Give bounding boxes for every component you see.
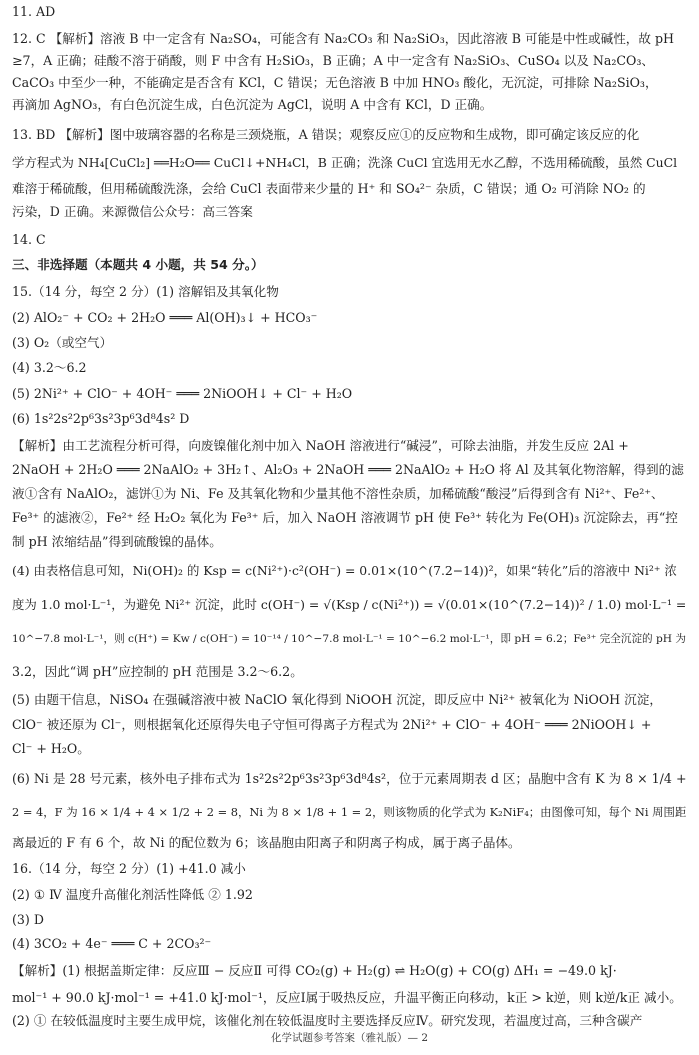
text-line: 【解析】由工艺流程分析可得，向废镍催化剂中加入 NaOH 溶液进行“碱浸”，可除去油脂，并发生反应 2Al + [12, 438, 629, 453]
text-line: Cl⁻ + H₂O。 [12, 741, 90, 756]
text-line: 学方程式为 NH₄[CuCl₂] ══H₂O══ CuCl↓+NH₄Cl，B 正确；洗涤 CuCl 宜选用无水乙醇，不选用稀硫酸，虽然 CuCl [12, 155, 678, 170]
page-footer: 化学试题参考答案（雅礼版）— 2 [270, 1032, 429, 1044]
section-heading: 三、非选择题（本题共 4 小题，共 54 分。） [12, 257, 264, 272]
text-line: 离最近的 F 有 6 个，故 Ni 的配位数为 6；该晶胞由阳离子和阴离子构成，属于离子晶体。 [12, 835, 521, 850]
text-line: mol⁻¹ + 90.0 kJ·mol⁻¹ = +41.0 kJ·mol⁻¹，反应Ⅰ属于吸热反应，升温平衡正向移动，k正 > k逆，则 k逆/k正 减小。 [12, 990, 682, 1005]
text-line: 2 = 4，F 为 16 × 1/4 + 4 × 1/2 + 2 = 8，Ni 为 8 × 1/8 + 1 = 2，则该物质的化学式为 K₂NiF₄；由图像可知，每个 Ni 周围距 [12, 805, 687, 819]
text-line: 13. BD 【解析】图中玻璃容器的名称是三颈烧瓶，A 错误；观察反应①的反应物和生成物，即可确定该反应的化 [12, 127, 640, 142]
text-line: (6) 1s²2s²2p⁶3s²3p⁶3d⁸4s² D [12, 411, 190, 426]
text-line: (2) ① 在较低温度时主要生成甲烷，该催化剂在较低温度时主要选择反应Ⅳ。研究发现，若温度过高，三种含碳产 [12, 1013, 643, 1028]
text-line: 16.（14 分，每空 2 分）(1) +41.0 减小 [12, 861, 246, 876]
text-line: 11. AD [12, 4, 56, 19]
text-line: 2NaOH + 2H₂O ═══ 2NaAlO₂ + 3H₂↑、Al₂O₃ + 2NaOH ═══ 2NaAlO₂ + H₂O 将 Al 及其氧化物溶解，得到的滤 [12, 462, 684, 477]
text-line: 制 pH 浓缩结晶”得到硫酸镍的晶体。 [12, 534, 222, 549]
text-line: 再滴加 AgNO₃，有白色沉淀生成，白色沉淀为 AgCl，说明 A 中含有 KCl，D 正确。 [12, 97, 493, 112]
text-line: 14. C [12, 232, 46, 247]
text-line: Fe³⁺ 的滤液②，Fe²⁺ 经 H₂O₂ 氧化为 Fe³⁺ 后，加入 NaOH 溶液调节 pH 使 Fe³⁺ 转化为 Fe(OH)₃ 沉淀除去，再“控 [12, 510, 678, 525]
text-line: (4) 由表格信息可知，Ni(OH)₂ 的 Ksp = c(Ni²⁺)·c²(OH⁻) = 0.01×(10^(7.2−14))²，如果“转化”后的溶液中 Ni²⁺ 浓 [12, 563, 677, 578]
text-line: (6) Ni 是 28 号元素，核外电子排布式为 1s²2s²2p⁶3s²3p⁶3d⁸4s²，位于元素周期表 d 区；晶胞中含有 K 为 8 × 1/4 + [12, 771, 687, 786]
text-line: (5) 2Ni²⁺ + ClO⁻ + 4OH⁻ ═══ 2NiOOH↓ + Cl⁻ + H₂O [12, 386, 353, 401]
text-line: 度为 1.0 mol·L⁻¹，为避免 Ni²⁺ 沉淀，此时 c(OH⁻) = √(Ksp / c(Ni²⁺)) = √(0.01×(10^(7.2−14))² / 1.0) mol·L⁻¹ = [12, 597, 687, 612]
text-line: 15.（14 分，每空 2 分）(1) 溶解铝及其氧化物 [12, 284, 279, 299]
text-line: (2) AlO₂⁻ + CO₂ + 2H₂O ═══ Al(OH)₃↓ + HCO₃⁻ [12, 310, 318, 325]
text-line: (3) D [12, 912, 44, 927]
text-line: (4) 3CO₂ + 4e⁻ ═══ C + 2CO₃²⁻ [12, 936, 212, 951]
text-line: (2) ① Ⅳ 温度升高催化剂活性降低 ② 1.92 [12, 887, 253, 902]
text-line: 污染，D 正确。来源微信公众号：高三答案 [12, 204, 253, 219]
text-line: (4) 3.2～6.2 [12, 360, 87, 375]
text-line: 3.2，因此“调 pH”应控制的 pH 范围是 3.2～6.2。 [12, 664, 303, 679]
text-line: 10^−7.8 mol·L⁻¹，则 c(H⁺) = Kw / c(OH⁻) = 10⁻¹⁴ / 10^−7.8 mol·L⁻¹ = 10^−6.2 mol·L⁻¹，即 pH = 6.2；Fe³⁺ 完全沉淀的 pH 为 [12, 633, 686, 645]
text-line: (5) 由题干信息，NiSO₄ 在强碱溶液中被 NaClO 氧化得到 NiOOH 沉淀，即反应中 Ni²⁺ 被氧化为 NiOOH 沉淀， [12, 692, 662, 707]
text-line: ClO⁻ 被还原为 Cl⁻，则根据氧化还原得失电子守恒可得离子方程式为 2Ni²⁺ + ClO⁻ + 4OH⁻ ═══ 2NiOOH↓ + [12, 717, 652, 732]
text-line: CaCO₃ 中至少一种，不能确定是否含有 KCl，C 错误；无色溶液 B 中加 HNO₃ 酸化，无沉淀，可排除 Na₂SiO₃， [12, 75, 658, 90]
text-line: 【解析】(1) 根据盖斯定律：反应Ⅲ − 反应Ⅱ 可得 CO₂(g) + H₂(g) ⇌ H₂O(g) + CO(g) ΔH₁ = −49.0 kJ· [12, 963, 617, 978]
text-line: 难溶于稀硫酸，但用稀硫酸洗涤，会给 CuCl 表面带来少量的 H⁺ 和 SO₄²⁻ 杂质，C 错误；通 O₂ 可消除 NO₂ 的 [12, 181, 646, 196]
text-line: (3) O₂（或空气） [12, 335, 113, 350]
text-line: 12. C 【解析】溶液 B 中一定含有 Na₂SO₄，可能含有 Na₂CO₃ 和 Na₂SiO₃，因此溶液 B 可能是中性或碱性，故 pH [12, 31, 675, 46]
text-line: 液①含有 NaAlO₂，滤饼①为 Ni、Fe 及其氧化物和少量其他不溶性杂质，加稀硫酸“酸浸”后得到含有 Ni²⁺、Fe²⁺、 [12, 486, 664, 501]
text-line: ≥7，A 正确；硅酸不溶于硝酸，则 F 中含有 H₂SiO₃，B 正确；A 中一定含有 Na₂SiO₃、CuSO₄ 以及 Na₂CO₃、 [12, 53, 654, 68]
